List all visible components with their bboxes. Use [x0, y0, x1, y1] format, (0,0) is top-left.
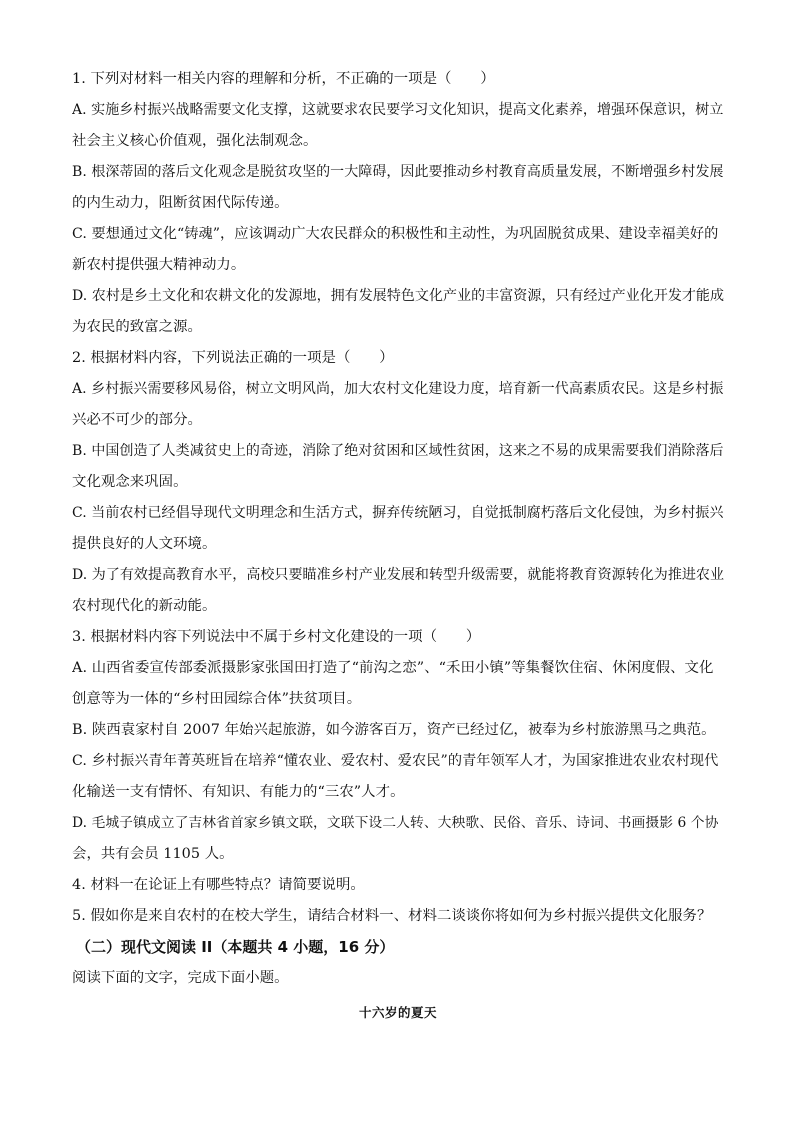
q3-option-a-cont: 创意等为一体的“乡村田园综合体”扶贫项目。: [72, 691, 362, 707]
q1-option-b-cont: 的内生动力，阻断贫困代际传递。: [72, 195, 289, 211]
q1-option-d-cont: 为农民的致富之源。: [72, 319, 202, 335]
q3-stem: 3. 根据材料内容下列说法中不属于乡村文化建设的一项（ ）: [72, 629, 481, 645]
q4-stem: 4. 材料一在论证上有哪些特点？请简要说明。: [72, 877, 365, 893]
q2-option-c: C. 当前农村已经倡导现代文明理念和生活方式，摒弃传统陋习，自觉抵制腐朽落后文化侵蚀，为乡村振兴: [72, 505, 724, 521]
q1-option-b: B. 根深蒂固的落后文化观念是脱贫攻坚的一大障碍，因此要推动乡村教育高质量发展，不断增强乡村发展: [72, 164, 724, 180]
q1-option-a: A. 实施乡村振兴战略需要文化支撑，这就要求农民要学习文化知识，提高文化素养，增强环保意识，树立: [72, 102, 724, 118]
q1-stem: 1. 下列对材料一相关内容的理解和分析，不正确的一项是（ ）: [72, 71, 495, 87]
reading-instruction: 阅读下面的文字，完成下面小题。: [72, 970, 289, 986]
q2-option-d-cont: 农村现代化的新动能。: [72, 598, 217, 614]
q1-option-c: C. 要想通过文化“铸魂”，应该调动广大农民群众的积极性和主动性，为巩固脱贫成果、建设幸福美好的: [72, 226, 719, 242]
q5-stem: 5. 假如你是来自农村的在校大学生，请结合材料一、材料二谈谈你将如何为乡村振兴提供文化服务？: [72, 908, 712, 924]
q2-option-c-cont: 提供良好的人文环境。: [72, 536, 217, 552]
q3-option-b: B. 陕西袁家村自 2007 年始兴起旅游，如今游客百万，资产已经过亿，被奉为乡村旅游黑马之典范。: [72, 722, 716, 738]
q2-stem: 2. 根据材料内容，下列说法正确的一项是（ ）: [72, 350, 394, 366]
q2-option-a: A. 乡村振兴需要移风易俗，树立文明风尚，加大农村文化建设力度，培育新一代高素质农民。这是乡村振: [72, 381, 724, 397]
section-heading: （二）现代文阅读 II（本题共 4 小题，16 分）: [76, 938, 395, 956]
q3-option-c-cont: 化输送一支有情怀、有知识、有能力的“三农”人才。: [72, 784, 405, 800]
q3-option-a: A. 山西省委宣传部委派摄影家张国田打造了“前沟之恋”、“禾田小镇”等集餐饮住宿、休闲度假、文化: [72, 660, 714, 676]
article-title: 十六岁的夏天: [358, 1005, 437, 1020]
page-content: [72, 64, 724, 1025]
q2-option-b: B. 中国创造了人类减贫史上的奇迹，消除了绝对贫困和区域性贫困，这来之不易的成果需要我们消除落后: [72, 443, 724, 459]
q3-option-d: D. 毛城子镇成立了吉林省首家乡镇文联，文联下设二人转、大秧歌、民俗、音乐、诗词、书画摄影 6 个协: [72, 815, 719, 831]
q2-option-a-cont: 兴必不可少的部分。: [72, 412, 202, 428]
q2-option-d: D. 为了有效提高教育水平，高校只要瞄准乡村产业发展和转型升级需要，就能将教育资源转化为推进农业: [72, 567, 724, 583]
q2-option-b-cont: 文化观念来巩固。: [72, 474, 188, 490]
q3-option-d-cont: 会，共有会员 1105 人。: [72, 846, 234, 862]
q3-option-c: C. 乡村振兴青年菁英班旨在培养“懂农业、爱农村、爱农民”的青年领军人才，为国家推进农业农村现代: [72, 753, 719, 769]
q1-option-c-cont: 新农村提供强大精神动力。: [72, 257, 246, 273]
q1-option-d: D. 农村是乡土文化和农耕文化的发源地，拥有发展特色文化产业的丰富资源，只有经过产业化开发才能成: [72, 288, 724, 304]
q1-option-a-cont: 社会主义核心价值观，强化法制观念。: [72, 133, 318, 149]
